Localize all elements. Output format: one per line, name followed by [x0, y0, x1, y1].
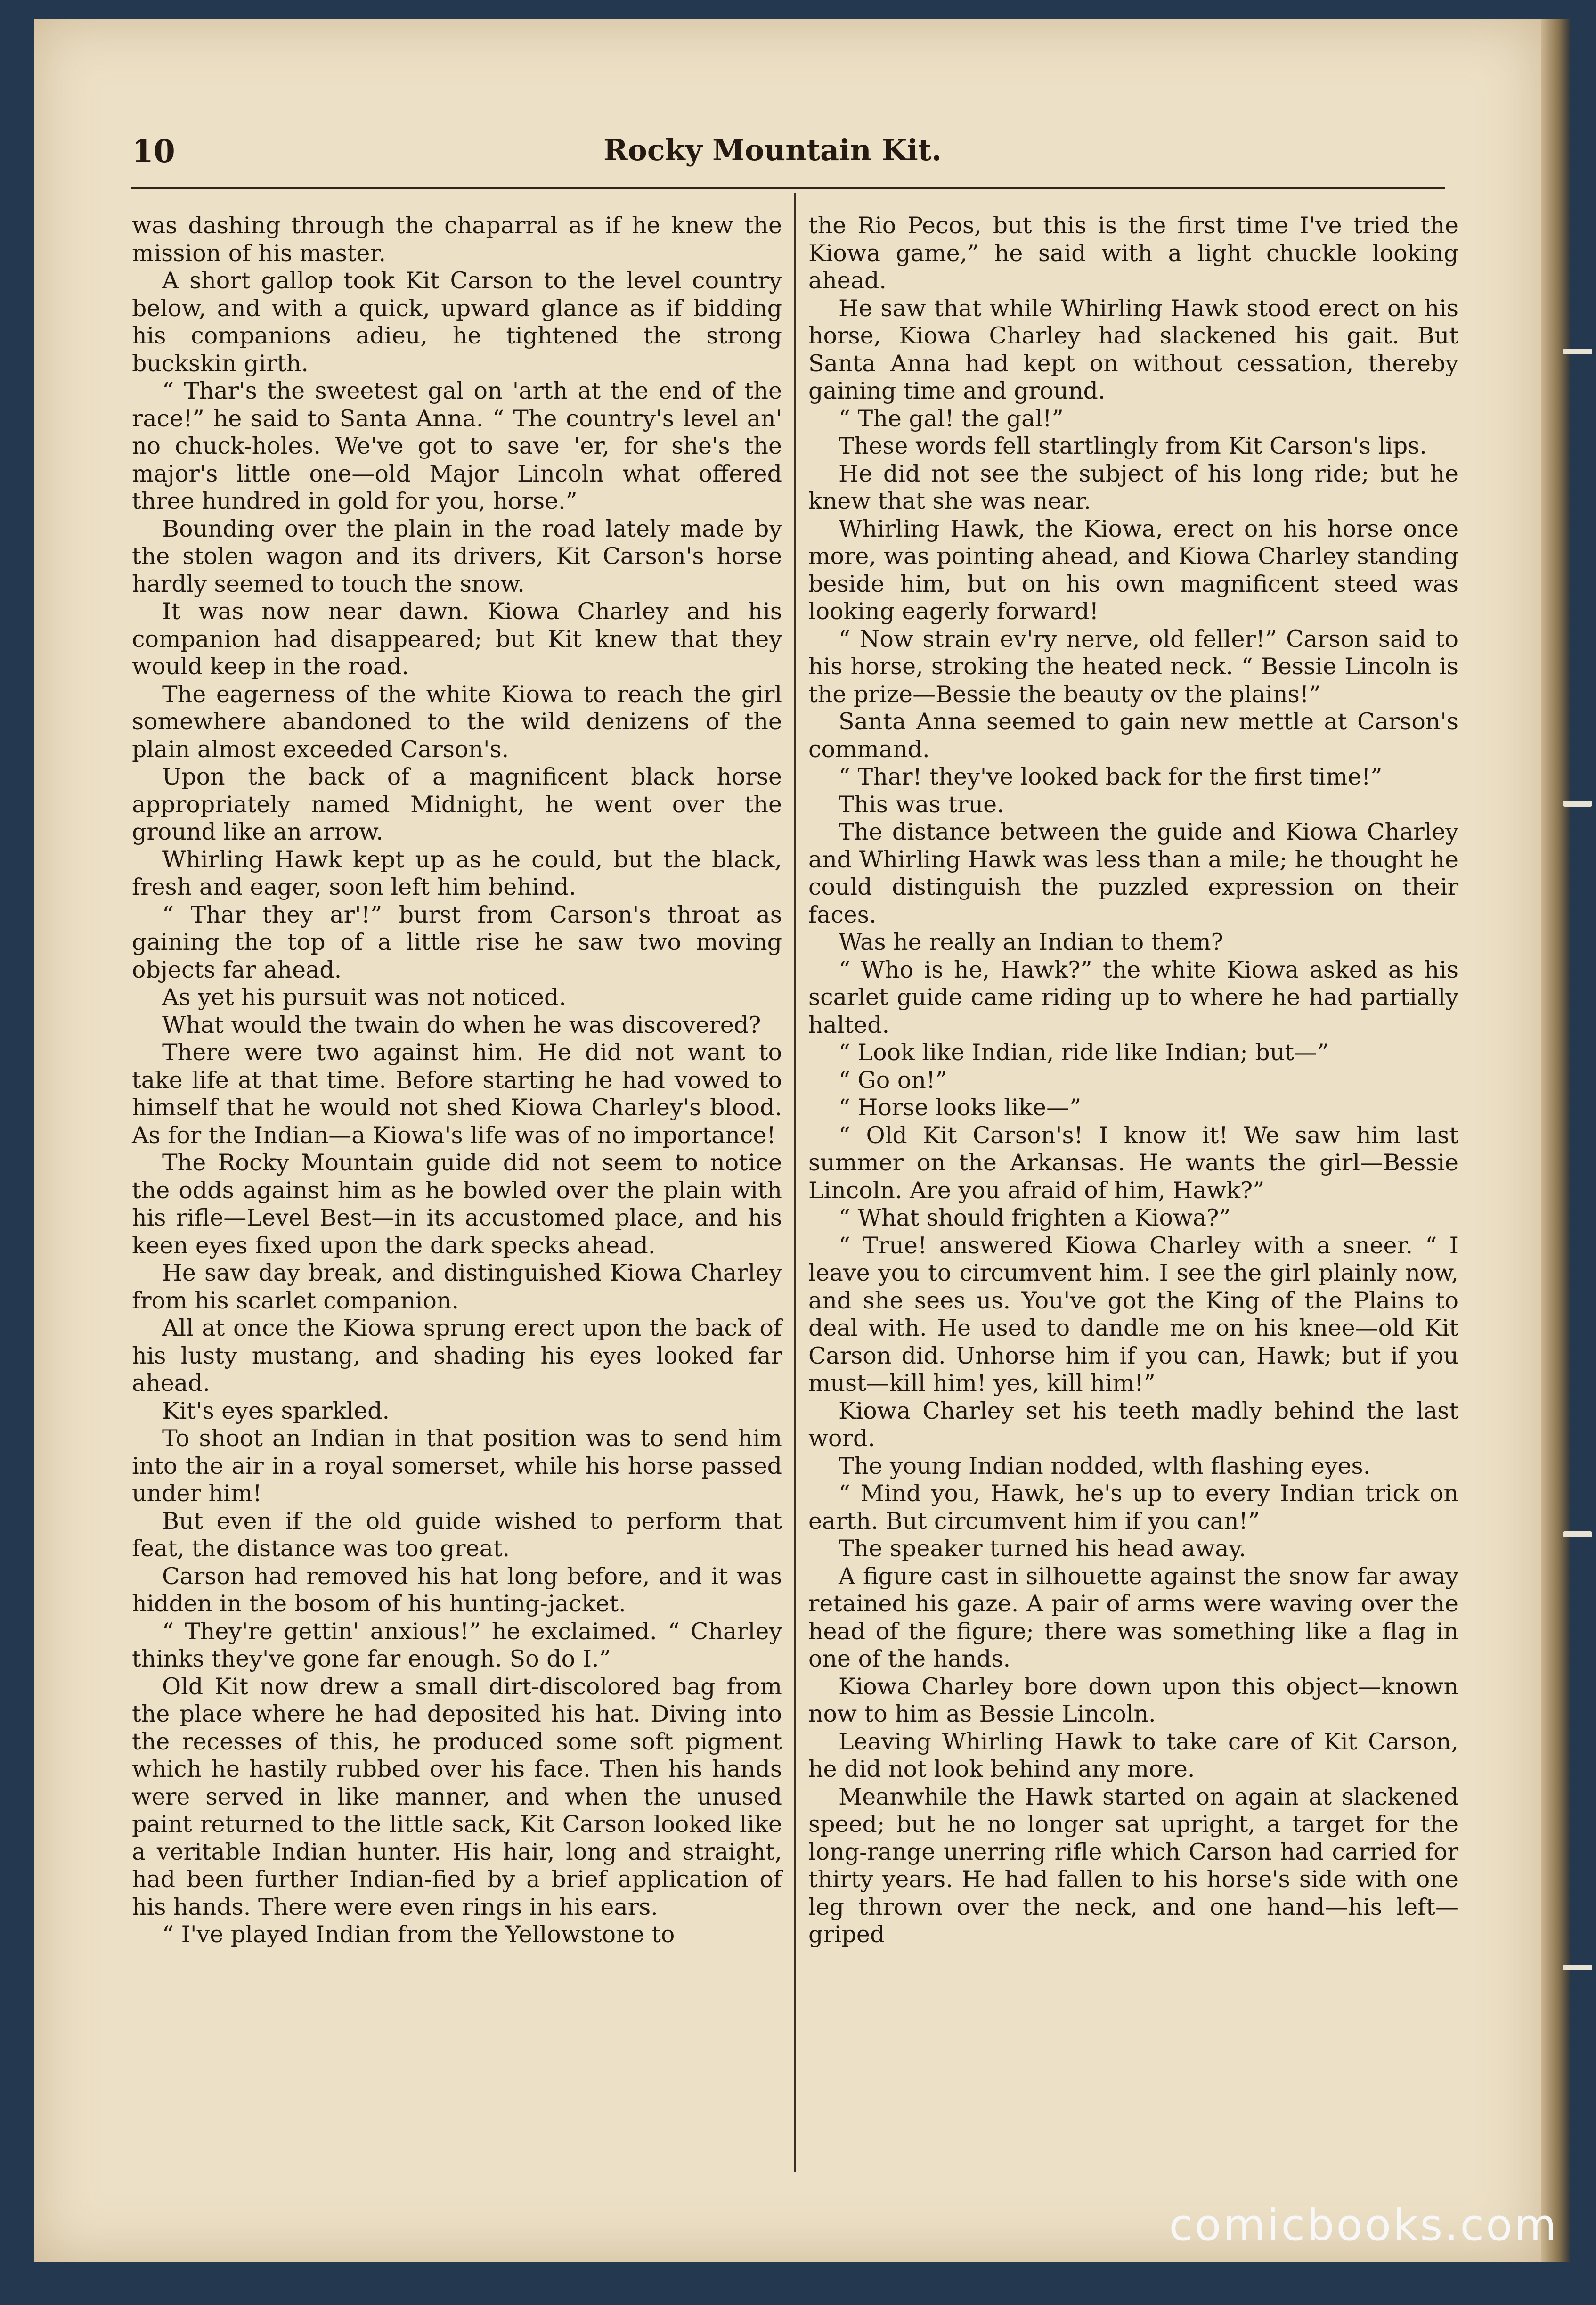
right-column	[808, 212, 1458, 1949]
paragraph: The distance between the guide and Kiowa Charley and Whirling Hawk was less than a mile; he thought he could distinguish the puzzled expression on their faces.	[808, 818, 1458, 928]
paragraph: The eagerness of the white Kiowa to reach the girl somewhere abandoned to the wild denizens of the plain almost exceeded Carson's.	[132, 680, 782, 763]
paragraph: All at once the Kiowa sprung erect upon the back of his lusty mustang, and shading his eyes looked far ahead.	[132, 1315, 782, 1397]
paragraph: Whirling Hawk, the Kiowa, erect on his horse once more, was pointing ahead, and Kiowa Charley standing beside him, but on his own magnificent steed was looking eagerly forward!	[808, 515, 1458, 625]
paragraph: “ Who is he, Hawk?” the white Kiowa asked as his scarlet guide came riding up to where he had partially halted.	[808, 956, 1458, 1038]
paragraph: He saw day break, and distinguished Kiowa Charley from his scarlet companion.	[132, 1259, 782, 1314]
paragraph: A short gallop took Kit Carson to the level country below, and with a quick, upward glance as if bidding his companions adieu, he tightened the strong buckskin girth.	[132, 267, 782, 377]
header-rule	[131, 187, 1445, 189]
paragraph: He saw that while Whirling Hawk stood erect on his horse, Kiowa Charley had slackened his gait. But Santa Anna had kept on without cessation, thereby gaining time and ground.	[808, 294, 1458, 404]
running-title: Rocky Mountain Kit.	[603, 133, 942, 167]
paragraph: Carson had removed his hat long before, and it was hidden in the bosom of his hunting-jacket.	[132, 1562, 782, 1617]
paragraph: This was true.	[839, 791, 1004, 818]
page-number: 10	[132, 133, 175, 170]
paragraph: the Rio Pecos, but this is the first time I've tried the Kiowa game,” he said with a light chuckle looking ahead.	[808, 212, 1458, 294]
paragraph: It was now near dawn. Kiowa Charley and his companion had disappeared; but Kit knew that they would keep in the road.	[132, 598, 782, 680]
paragraph: Whirling Hawk kept up as he could, but the black, fresh and eager, soon left him behind.	[132, 846, 782, 900]
paragraph: “ Thar they ar'!” burst from Carson's throat as gaining the top of a little rise he saw two moving objects far ahead.	[132, 901, 782, 983]
binding-stitch	[1563, 1531, 1592, 1537]
paragraph: Meanwhile the Hawk started on again at slackened speed; but he no longer sat upright, a target for the long-range unerring rifle which Carson had carried for thirty years. He had fallen to his horse's side with one leg thrown over the neck, and one hand—his left—griped	[808, 1783, 1458, 1948]
paragraph: Bounding over the plain in the road lately made by the stolen wagon and its drivers, Kit Carson's horse hardly seemed to touch the snow.	[132, 515, 782, 597]
paragraph: “ Go on!”	[839, 1066, 947, 1094]
page-header	[99, 133, 1446, 172]
paragraph: “ Now strain ev'ry nerve, old feller!” Carson said to his horse, stroking the heated neck. “ Bessie Lincoln is the prize—Bessie the beauty ov the plains!”	[808, 625, 1458, 708]
binding-stitch	[1563, 349, 1592, 354]
column-divider	[794, 193, 796, 2172]
binding-stitch	[1563, 1965, 1592, 1970]
paragraph: But even if the old guide wished to perform that feat, the distance was too great.	[132, 1507, 782, 1562]
paragraph: The speaker turned his head away.	[839, 1535, 1246, 1562]
paragraph: These words fell startlingly from Kit Carson's lips.	[839, 433, 1427, 459]
paragraph: Santa Anna seemed to gain new mettle at Carson's command.	[808, 708, 1458, 763]
paragraph: What would the twain do when he was discovered?	[162, 1011, 761, 1038]
site-watermark: comicbooks.com	[1169, 2200, 1558, 2250]
page-spine	[1541, 19, 1570, 2262]
paragraph: “ What should frighten a Kiowa?”	[839, 1204, 1231, 1231]
binding-stitch	[1563, 801, 1592, 807]
paragraph: A figure cast in silhouette against the snow far away retained his gaze. A pair of arms were waving over the head of the figure; there was something like a flag in one of the hands.	[808, 1562, 1458, 1672]
paragraph: To shoot an Indian in that position was to send him into the air in a royal somerset, while his horse passed under him!	[132, 1425, 782, 1507]
paragraph: “ Old Kit Carson's! I know it! We saw him last summer on the Arkansas. He wants the girl—Bessie Lincoln. Are you afraid of him, Hawk?”	[808, 1121, 1458, 1204]
paragraph: “ Horse looks like—”	[839, 1094, 1082, 1121]
paragraph: “ Look like Indian, ride like Indian; but—”	[839, 1039, 1329, 1066]
paragraph: “ True! answered Kiowa Charley with a sneer. “ I leave you to circumvent him. I see the girl plainly now, and she sees us. You've got the King of the Plains to deal with. He used to dandle me on his knee—old Kit Carson did. Unhorse him if you can, Hawk; but if you must—kill him! yes, kill him!”	[808, 1232, 1458, 1397]
paragraph: Was he really an Indian to them?	[839, 929, 1223, 956]
paragraph: Kiowa Charley set his teeth madly behind the last word.	[808, 1397, 1458, 1452]
paragraph: was dashing through the chaparral as if he knew the mission of his master.	[132, 212, 782, 267]
paragraph: Kit's eyes sparkled.	[162, 1397, 390, 1424]
paragraph: Old Kit now drew a small dirt-discolored bag from the place where he had deposited his hat. Diving into the recesses of this, he produced some soft pigment which he hastily rubbed over his face. Then his hands were served in like manner, and when the unused paint returned to the little sack, Kit Carson looked like a veritable Indian hunter. His hair, long and straight, had been further Indian-fied by a brief application of his hands. There were even rings in his ears.	[132, 1673, 782, 1921]
paragraph: “ I've played Indian from the Yellowstone to	[162, 1921, 675, 1948]
paragraph: “ Mind you, Hawk, he's up to every Indian trick on earth. But circumvent him if you can!”	[808, 1480, 1458, 1535]
paragraph: Leaving Whirling Hawk to take care of Kit Carson, he did not look behind any more.	[808, 1728, 1458, 1782]
paragraph: He did not see the subject of his long ride; but he knew that she was near.	[808, 460, 1458, 515]
paragraph: There were two against him. He did not want to take life at that time. Before starting he had vowed to himself that he would not shed Kiowa Charley's blood. As for the Indian—a Kiowa's life was of no importance!	[132, 1039, 782, 1149]
paragraph: “ They're gettin' anxious!” he exclaimed. “ Charley thinks they've gone far enough. So do I.”	[132, 1618, 782, 1672]
paragraph: Kiowa Charley bore down upon this object—known now to him as Bessie Lincoln.	[808, 1673, 1458, 1727]
paragraph: “ Thar's the sweetest gal on 'arth at the end of the race!” he said to Santa Anna. “ The country's level an' no chuck-holes. We've got to save 'er, for she's the major's little one—old Major Lincoln what offered three hundred in gold for you, horse.”	[132, 377, 782, 515]
paragraph: Upon the back of a magnificent black horse appropriately named Midnight, he went over the ground like an arrow.	[132, 763, 782, 845]
left-column	[132, 212, 782, 1949]
paragraph: “ The gal! the gal!”	[839, 405, 1064, 432]
paragraph: The Rocky Mountain guide did not seem to notice the odds against him as he bowled over the plain with his rifle—Level Best—in its accustomed place, and his keen eyes fixed upon the dark specks ahead.	[132, 1149, 782, 1259]
paragraph: As yet his pursuit was not noticed.	[162, 984, 567, 1011]
paragraph: “ Thar! they've looked back for the first time!”	[839, 763, 1383, 790]
paragraph: The young Indian nodded, wlth flashing eyes.	[839, 1452, 1371, 1479]
